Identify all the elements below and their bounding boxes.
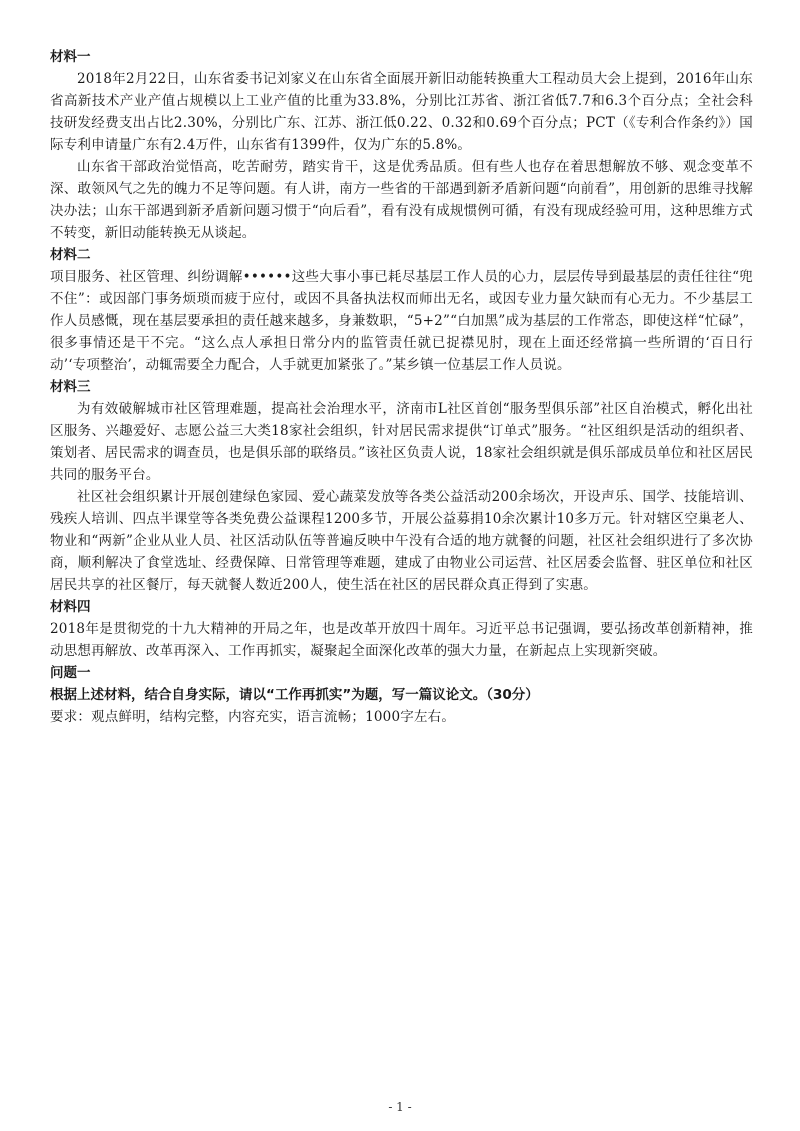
page-number: - 1 -	[388, 1100, 412, 1114]
material-one-heading: 材料一	[50, 49, 91, 65]
material-three-paragraph-2: 社区社会组织累计开展创建绿色家园、爱心蔬菜发放等各类公益活动200余场次，开设声乐、国学、技能培训、残疾人培训、四点半课堂等各类免费公益课程1200多节，开展公益募捐10余次累计10多万元。针对辖区空巢老人、物业和“两新”企业从业人员、社区活动队伍等普遍反映中午没有合适的地方就餐的问题，社区社会组织进行了多次协商，顺利解决了食堂选址、经费保障、日常管理等难题，建成了由物业公司运营、社区居委会监督、驻区单位和社区居民共享的社区餐厅，每天就餐人数近200人，使生活在社区的居民群众真正得到了实惠。	[50, 489, 753, 593]
material-two-paragraph-1: 项目服务、社区管理、纠纷调解••••••这些大事小事已耗尽基层工作人员的心力，层层传导到最基层的责任往往“兜不住”：或因部门事务烦琐而疲于应付，或因不具备执法权而师出无名，或因专业力量欠缺而有心无力。不少基层工作人员感慨，现在基层要承担的责任越来越多，身兼数职，“5+2”“白加黑”成为基层的工作常态，即使这样“忙碌”，很多事情还是干不完。“这么点人承担日常分内的监管责任就已捉襟见肘，现在上面还经常搞一些所谓的‘百日行动’‘专项整治’，动辄需要全力配合，人手就更加紧张了。”某乡镇一位基层工作人员说。	[50, 269, 753, 373]
material-three-paragraph-1: 为有效破解城市社区管理难题，提高社会治理水平，济南市L社区首创“服务型俱乐部”社区自治模式，孵化出社区服务、兴趣爱好、志愿公益三大类18家社会组织，针对居民需求提供“订单式”服务。“社区组织是活动的组织者、策划者、居民需求的调查员，也是俱乐部的联络员。”该社区负责人说，18家社会组织就是俱乐部成员单位和社区居民共同的服务平台。	[50, 401, 753, 483]
material-four-heading: 材料四	[50, 599, 91, 615]
material-one-paragraph-1: 2018年2月22日，山东省委书记刘家义在山东省全面展开新旧动能转换重大工程动员大会上提到，2016年山东省高新技术产业产值占规模以上工业产值的比重为33.8%，分别比江苏省、浙江省低7.7和6.3个百分点；全社会科技研发经费支出占比2.30%，分别比广东、江苏、浙江低0.22、0.32和0.69个百分点；PCT（《专利合作条约》）国际专利申请量广东有2.4万件，山东省有1399件，仅为广东的5.8%。	[50, 71, 753, 153]
material-three-heading: 材料三	[50, 379, 91, 395]
material-four-paragraph-1: 2018年是贯彻党的十九大精神的开局之年，也是改革开放四十周年。习近平总书记强调，要弘扬改革创新精神，推动思想再解放、改革再深入、工作再抓实，凝聚起全面深化改革的强大力量，在新起点上实现新突破。	[50, 621, 753, 659]
material-two-heading: 材料二	[50, 247, 91, 263]
document-page	[50, 46, 753, 728]
question-one-requirements: 要求：观点鲜明，结构完整，内容充实，语言流畅；1000字左右。	[50, 709, 456, 725]
material-one-paragraph-2: 山东省干部政治觉悟高，吃苦耐劳，踏实肯干，这是优秀品质。但有些人也存在着思想解放不够、观念变革不深、敢领风气之先的魄力不足等问题。有人讲，南方一些省的干部遇到新矛盾新问题“向前看”，用创新的思维寻找解决办法；山东干部遇到新矛盾新问题习惯于“向后看”，看有没有成规惯例可循，有没有现成经验可用，这种思维方式不转变，新旧动能转换无从谈起。	[50, 159, 753, 241]
question-one-prompt: 根据上述材料，结合自身实际，请以“工作再抓实”为题，写一篇议论文。（30分）	[50, 687, 539, 703]
question-one-heading: 问题一	[50, 665, 91, 681]
